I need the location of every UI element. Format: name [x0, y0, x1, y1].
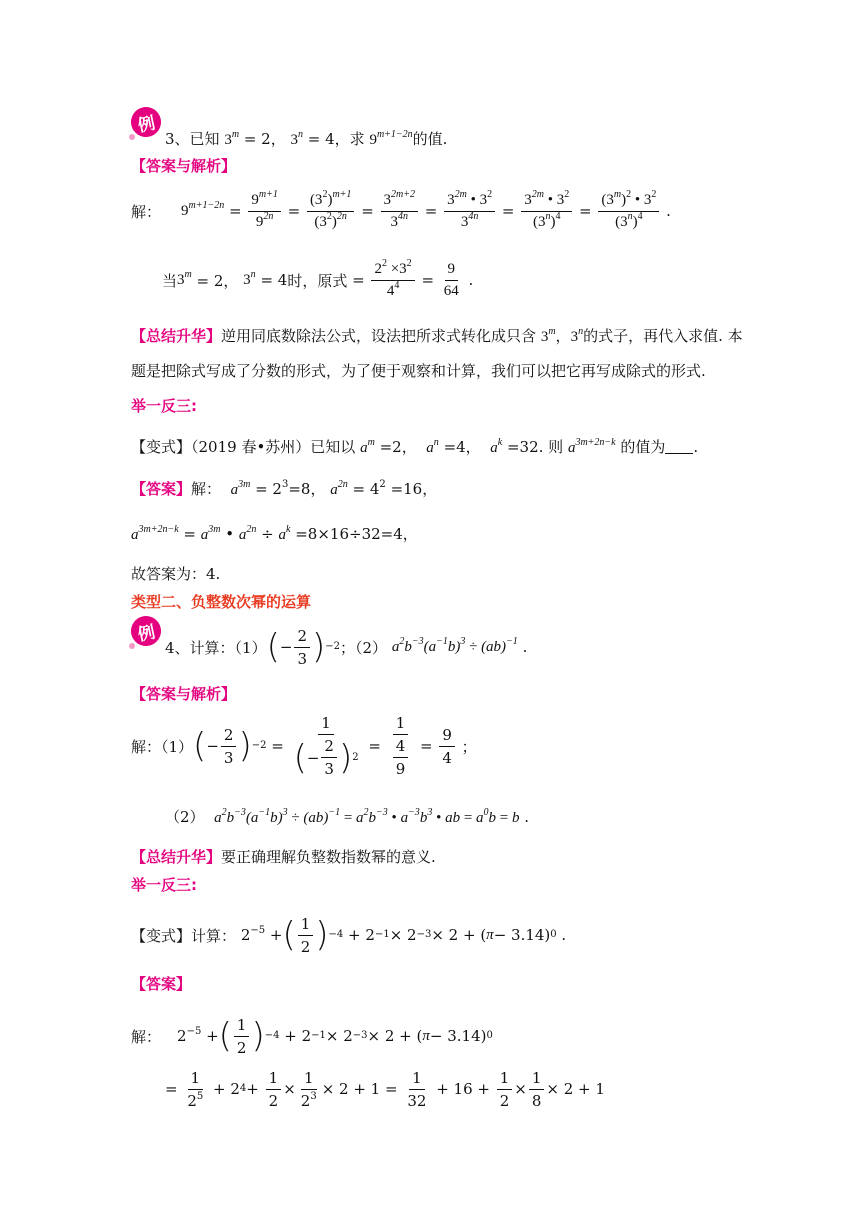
summary-text-b: 的式子，再代入求值. 本 [583, 327, 743, 345]
answer-line2: =8×16÷32=4， [295, 525, 418, 543]
example-3-solution-line2: 当 3$^m$ = 2， 3$^n$ = 4 时，原式 = $\frac{2^2 \times 3^2}{4^4}$ = $\frac{9}{64}$ . [162, 257, 474, 299]
badge-decoration [129, 134, 135, 140]
answer-line1-b: =16， [390, 480, 438, 498]
answer-analysis-label-2: 【答案与解析】 [131, 685, 237, 703]
answer-1-line2: $a^{3m+2n-k} = a^{3m}$ • $a^{2n} \div a^k =8\times 16\div 32=4$， [131, 524, 418, 543]
example-badge-2-label: 例 [128, 613, 164, 649]
variant-text-b: 的值为 [620, 438, 666, 456]
summary-2-text: 要正确理解负整数指数幂的意义. [221, 848, 436, 866]
answer-line1-a: =8， [288, 480, 326, 498]
summary-1-line1: 【总结升华】逆用同底数除法公式，设法把所求式转化成只含 3$^m$，3$^n$的式子，再代入求值. 本 [131, 326, 743, 345]
question-eq2: = 4，求 [303, 130, 365, 148]
variant-2-text: 计算： [191, 926, 237, 945]
example-badge-2 [131, 616, 161, 646]
example-badge-label: 例 [128, 104, 164, 140]
solve-label: 解： [131, 202, 162, 221]
variant-v1: =2， [379, 438, 417, 456]
variant-end: . [693, 438, 699, 456]
solution-4-label1: 解：（1） [131, 737, 194, 756]
result-numerator: 9 [445, 261, 459, 281]
answer-1-line1: 【答案】解： $a^{3m} = 2^3=8$， $a^{2n} = 4^2 =16$， [131, 479, 438, 498]
example-3-question: 3、已知 $3^m = 2$， $3^n = 4$，求 $9^{m+1-2n}$的值. [165, 129, 448, 148]
variant-2: 【变式】 计算： $2^{-5}$ + ( $\frac{1}{2}$ ) −4 + 2 −1 × 2 −3 × 2 + ( π − 3.14) 0 . [131, 914, 567, 956]
one-three-label-1: 举一反三: [131, 397, 197, 415]
section-heading-type2: 类型二、负整数次幂的运算 [131, 593, 312, 611]
answer-1-final: 故答案为：4. [131, 565, 221, 583]
question-number: 3、已知 [165, 130, 220, 148]
answer-label-1: 【答案】 [131, 480, 192, 498]
variant-v3: =32. 则 [506, 438, 564, 456]
answer-2-solve: 解： [131, 1027, 162, 1046]
answer-2-line2: = $\frac{1}{2^5}$ + 2 4 + $\frac{1}{2}$ × $\frac{1}{2^3}$ × 2 + 1 = $\frac{1}{32}$ + 16 + $\frac{1}{2}$ × $\frac{1}{8}$ × 2 + 1 [165, 1068, 605, 1110]
answer-2-line1: 解： $2^{-5}$ + ( $\frac{1}{2}$ ) −4 + 2 −1 × 2 −3 × 2 + ( π − 3.14) 0 [131, 1015, 493, 1057]
line2-prefix: 当 [162, 271, 178, 290]
question-4-part2: ；（2） [340, 638, 388, 657]
variant-text-a: （2019 春•苏州）已知以 [191, 438, 356, 456]
summary-2 [131, 846, 436, 867]
result-denominator: 64 [443, 282, 459, 299]
answer-blank [665, 439, 693, 454]
question-tail: 的值. [412, 130, 448, 148]
example-4-solution-1: 解：（1） ( − $\frac{2}{3}$ ) −2 = 1 ( − $\frac{2}{3}$ ) 2 = $\frac{1}{\frac{4}{9}}$ = $\frac{9}{4}$ ； [131, 714, 477, 778]
summary-text-a: 逆用同底数除法公式，设法把所求式转化成只含 [221, 327, 537, 345]
question-eq1: = 2， [239, 130, 286, 148]
answer-analysis-label: 【答案与解析】 [131, 157, 237, 175]
question-4-number: 4、计算：（1） [165, 638, 267, 657]
variant-label-2: 【变式】 [131, 926, 192, 945]
answer-label-2: 【答案】 [131, 975, 192, 993]
example-3-solution-line1: 解： $9^{m+1-2n}$ = $\frac{9^{m+1}}{9^{2n}}$ = $\frac{(3^2)^{m+1}}{(3^2)^{2n}}$ = $\frac{3^{2m+2}}{3^{4n}}$ = $\frac{3^{2m} • 3^2}{3^{4n}}$ = $\frac{3^{2m} • 3^2}{(3^n)^4}$ = $\frac{(3^m)^2 • 3^2}{(3^n)^4}$ . [131, 188, 671, 230]
line2-mid: 时，原式 [287, 271, 348, 290]
summary-label: 【总结升华】 [131, 327, 222, 345]
answer-solve: 解： [191, 480, 222, 498]
example-4-solution-2: （2） $a^2b^{-3}(a^{-1}b)^3 \div (ab)^{-1} = a^2b^{-3}$ • $a^{-3}b^3$ • ab = $a^0b = b$ . [165, 807, 530, 826]
example-4-question: 4、计算：（1） ( − $\frac{2}{3}$ ) −2 ；（2） $a^2b^{-3}(a^{-1}b)^3 \div (ab)^{-1}$ . [165, 626, 528, 668]
example-badge [131, 107, 161, 137]
badge-decoration-2 [129, 643, 135, 649]
one-three-label-2: 举一反三: [131, 876, 197, 894]
summary-1-line2: 题是把除式写成了分数的形式，为了便于观察和计算，我们可以把它再写成除式的形式. [131, 362, 706, 380]
solution-4-label2: （2） [165, 808, 205, 826]
variant-label: 【变式】 [131, 438, 192, 456]
variant-v2: =4， [443, 438, 481, 456]
summary-label-2: 【总结升华】 [131, 848, 222, 866]
variant-1: 【变式】（2019 春•苏州）已知以 $a^m =2$， $a^n =4$， $a^k =32$. 则 $a^{3m+2n-k}$ 的值为 . [131, 437, 699, 456]
